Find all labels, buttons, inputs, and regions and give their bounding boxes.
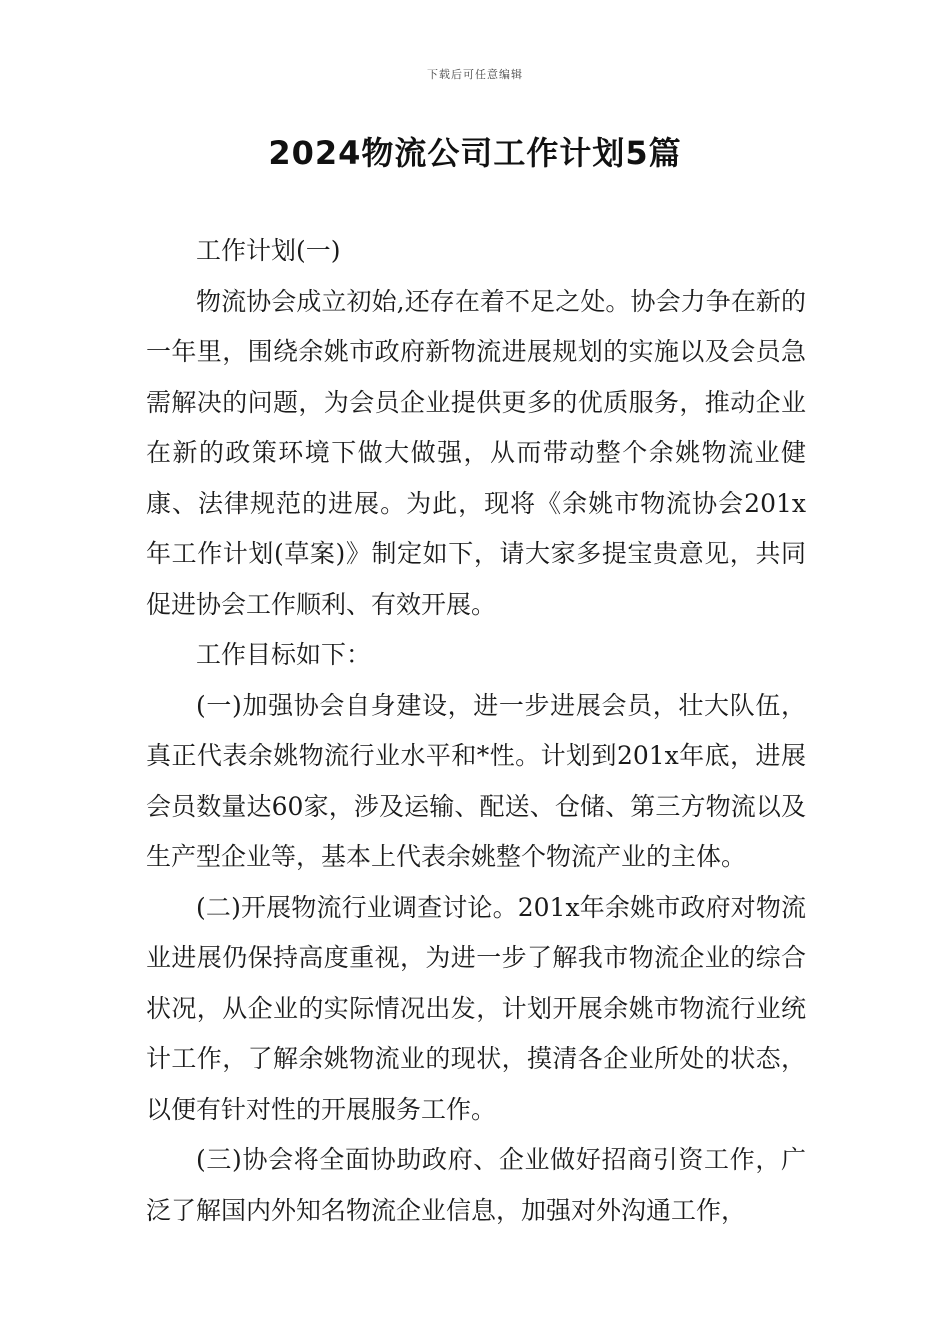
paragraph-goal-3: (三)协会将全面协助政府、企业做好招商引资工作，广泛了解国内外知名物流企业信息，加强对外沟通工作， bbox=[146, 1145, 806, 1225]
goals-heading: 工作目标如下： bbox=[196, 640, 372, 669]
paragraph-goal-1: (一)加强协会自身建设，进一步进展会员，壮大队伍，真正代表余姚物流行业水平和*性。计划到201x年底，进展会员数量达60家，涉及运输、配送、仓储、第三方物流以及生产型企业等，基本上代表余姚整个物流产业的主体。 bbox=[146, 690, 806, 871]
document-body bbox=[146, 226, 806, 1236]
paragraph-intro: 物流协会成立初始,还存在着不足之处。协会力争在新的一年里，围绕余姚市政府新物流进展规划的实施以及会员急需解决的问题，为会员企业提供更多的优质服务，推动企业在新的政策环境下做大做强，从而带动整个余姚物流业健康、法律规范的进展。为此，现将《余姚市物流协会201x年工作计划(草案)》制定如下，请大家多提宝贵意见，共同促进协会工作顺利、有效开展。 bbox=[146, 286, 806, 619]
section-heading: 工作计划(一) bbox=[196, 236, 341, 265]
paragraph-goal-2: (二)开展物流行业调查讨论。201x年余姚市政府对物流业进展仍保持高度重视，为进一步了解我市物流企业的综合状况，从企业的实际情况出发，计划开展余姚市物流行业统计工作，了解余姚物流业的现状，摸清各企业所处的状态，以便有针对性的开展服务工作。 bbox=[146, 892, 806, 1124]
document-title: 2024物流公司工作计划5篇 bbox=[268, 134, 682, 172]
header-note: 下载后可任意编辑 bbox=[427, 68, 523, 81]
